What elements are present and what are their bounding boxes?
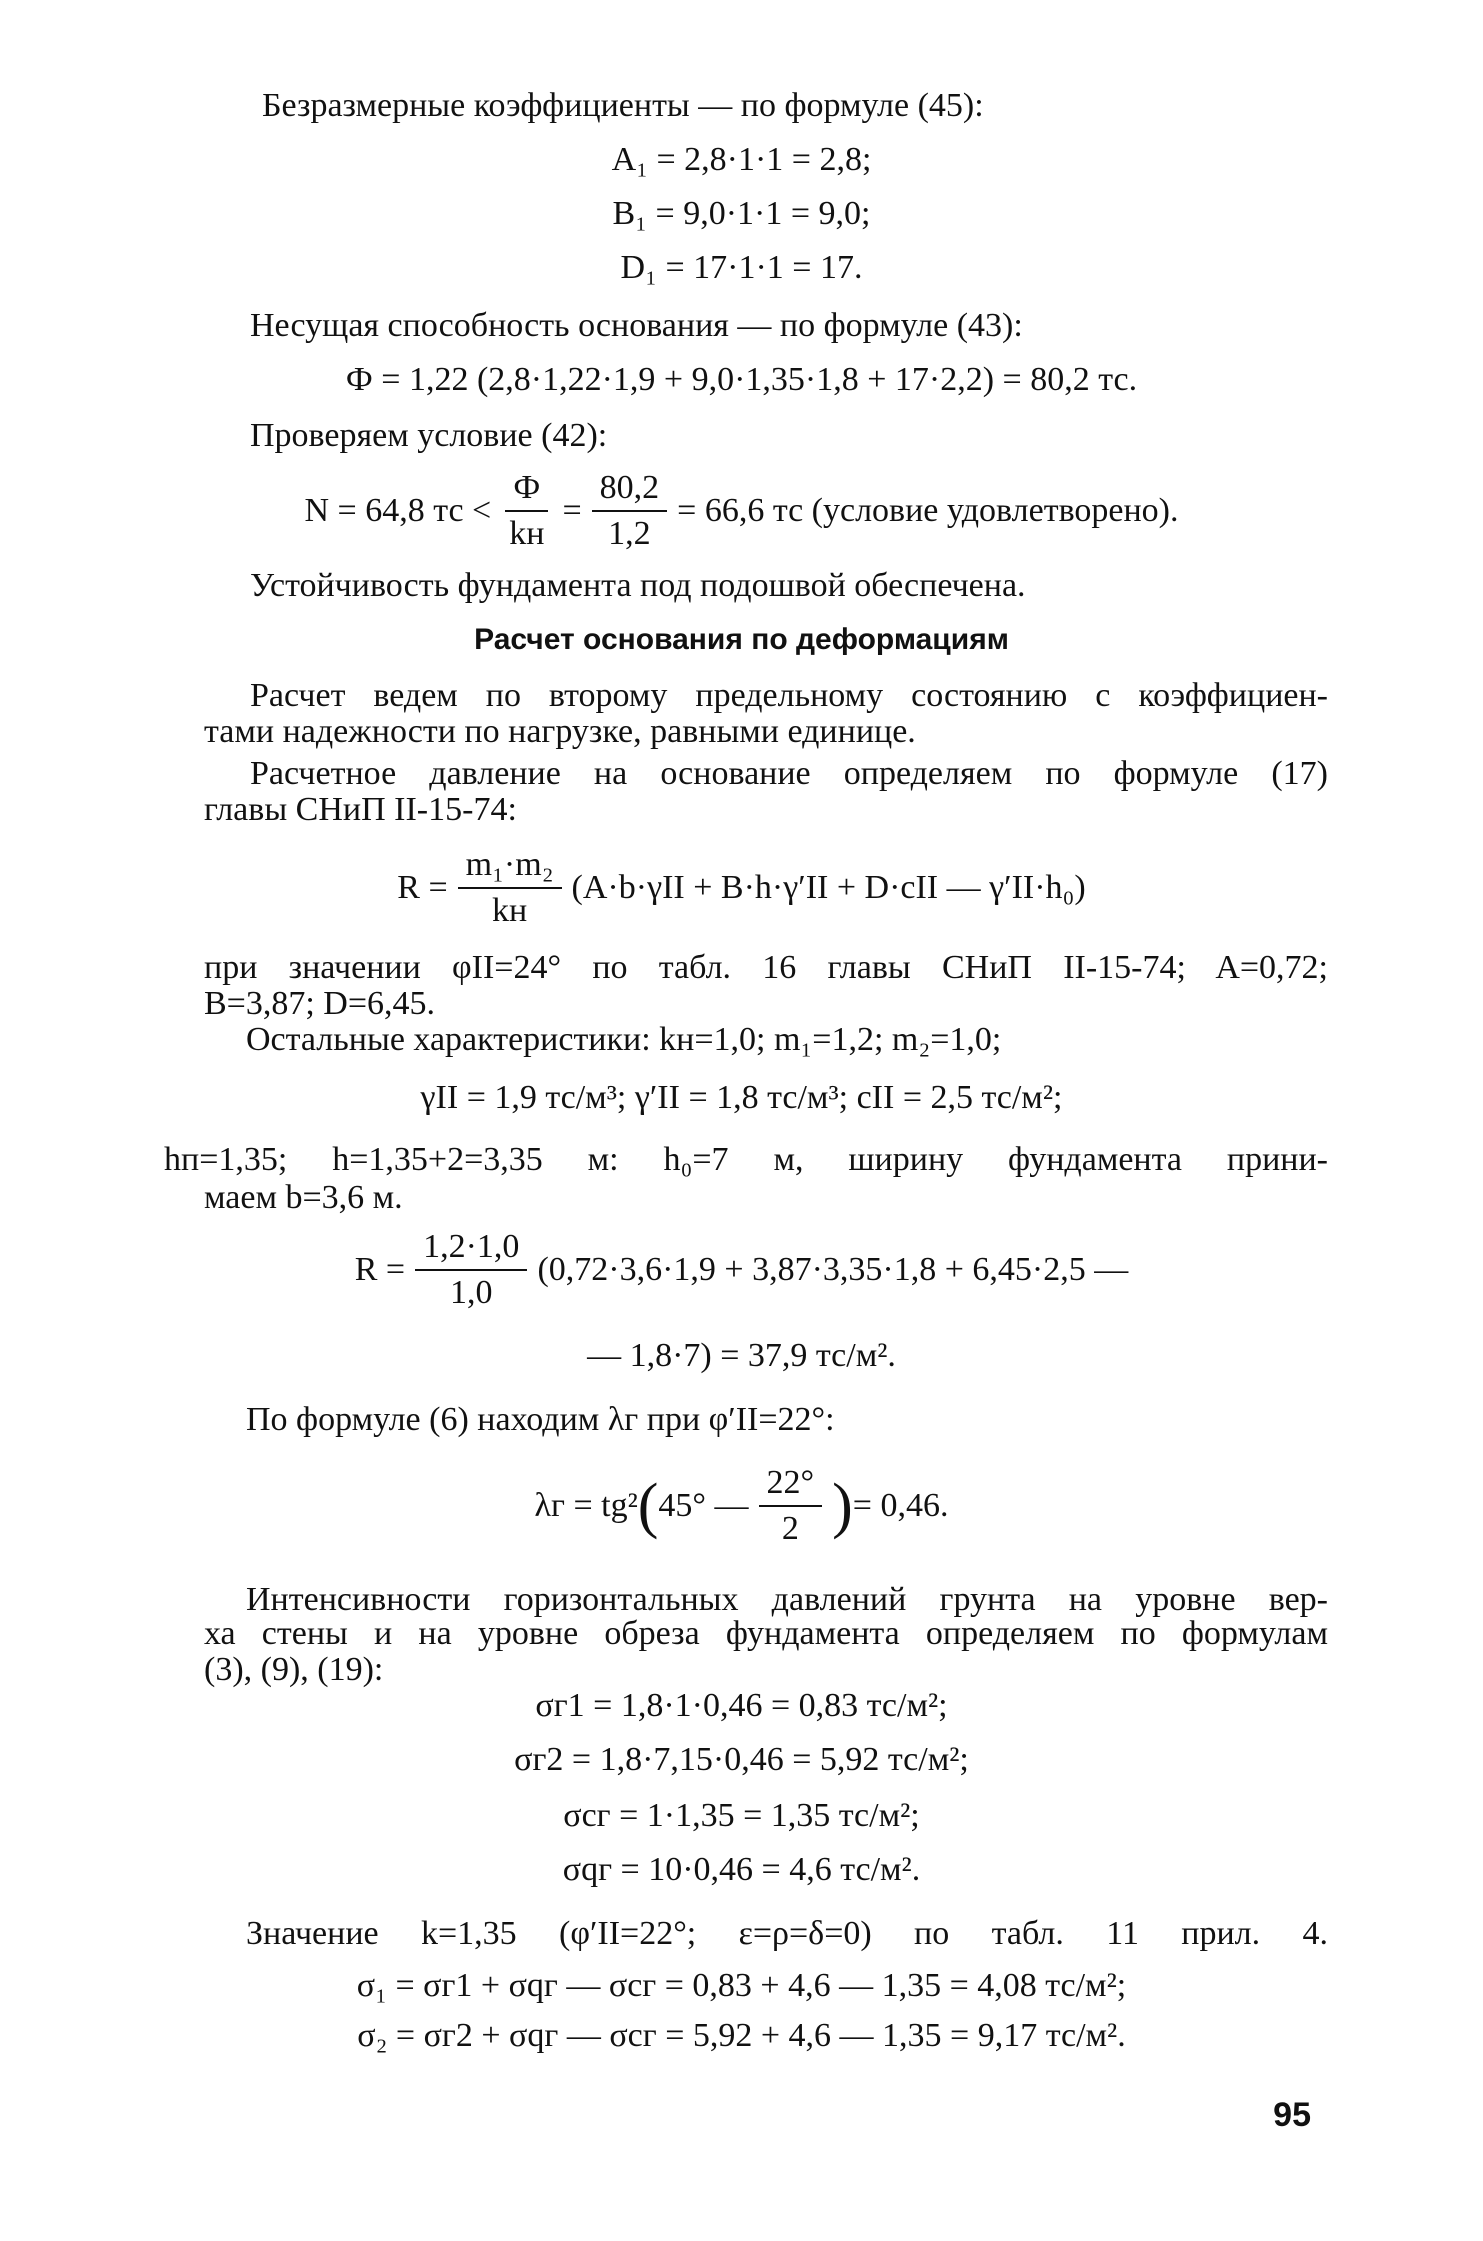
check-intro: Проверяем условие (42): — [250, 417, 608, 454]
paragraph-line: маем b=3,6 м. — [204, 1179, 403, 1216]
fraction-denominator: 1,0 — [450, 1274, 493, 1311]
stability-text: Устойчивость фундамента под подошвой обеспечена. — [250, 567, 1026, 604]
paragraph-line: hп=1,35; h=1,35+2=3,35 м: h₀=7 м, ширину фундамента прини- — [164, 1141, 1328, 1178]
fraction-denominator: 2 — [781, 1510, 799, 1547]
fraction-numerator: m₁·m₂ — [458, 845, 562, 889]
check-left: N = 64,8 тс < — [304, 492, 492, 529]
bearing-equation: Ф = 1,22 (2,8·1,22·1,9 + 9,0·1,35·1,8 + 17·2,2) = 80,2 тс. — [345, 361, 1138, 398]
paragraph-line: тами надежности по нагрузке, равными единице. — [204, 713, 916, 750]
paragraph-line: По формуле (6) находим λг при φ′II=22°: — [246, 1401, 835, 1438]
paragraph-line: Интенсивности горизонтальных давлений грунта на уровне вер- — [246, 1581, 1328, 1618]
paragraph-line: Остальные характеристики: kн=1,0; m₁=1,2; m₂=1,0; — [246, 1021, 1002, 1058]
fraction-denominator: kн — [491, 892, 528, 929]
r-formula — [0, 840, 1483, 936]
fraction-numerator: 22° — [759, 1463, 823, 1507]
formula-a1: A₁ = 2,8·1·1 = 2,8; — [611, 141, 872, 178]
paragraph-line: (3), (9), (19): — [204, 1651, 384, 1688]
sigma-g2: σг2 = 1,8·7,15·0,46 = 5,92 тс/м²; — [514, 1741, 969, 1778]
sigma-cg: σcг = 1·1,35 = 1,35 тс/м²; — [563, 1797, 920, 1834]
paragraph-line: Значение k=1,35 (φ′II=22°; ε=ρ=δ=0) по табл. 11 прил. 4. — [246, 1915, 1328, 1952]
sigma-g1: σг1 = 1,8·1·0,46 = 0,83 тс/м²; — [535, 1687, 948, 1724]
fraction-phi-kn — [501, 468, 552, 554]
fraction-numerator: Ф — [505, 468, 548, 512]
paragraph-line: главы СНиП II-15-74: — [204, 791, 517, 828]
fraction-r2 — [415, 1227, 527, 1313]
sigma-qg: σqг = 10·0,46 = 4,6 тс/м². — [562, 1851, 921, 1888]
r2-body: (0,72·3,6·1,9 + 3,87·3,35·1,8 + 6,45·2,5 — — [537, 1251, 1129, 1288]
sigma-2: σ₂ = σг2 + σqг — σcг = 5,92 + 4,6 — 1,35 = 9,17 тс/м². — [357, 2017, 1126, 2054]
r-numeric-formula — [0, 1222, 1483, 1318]
paragraph-line: Расчет ведем по второму предельному состоянию с коэффициен- — [250, 677, 1328, 714]
gamma-line: γII = 1,9 тс/м³; γ′II = 1,8 тс/м³; cII = 2,5 тс/м²; — [420, 1079, 1063, 1116]
lambda-left: λг = tg² — [534, 1487, 638, 1524]
check-equation — [0, 466, 1483, 556]
intro-text: Безразмерные коэффициенты — по формуле (45): — [262, 87, 984, 124]
section-heading: Расчет основания по деформациям — [474, 623, 1009, 656]
formula-d1: D₁ = 17·1·1 = 17. — [620, 249, 863, 286]
fraction-numerator: 1,2·1,0 — [415, 1227, 527, 1271]
fraction-m1m2-kn — [458, 845, 562, 931]
lambda-right: = 0,46. — [852, 1487, 949, 1524]
equals-sign: = — [562, 492, 582, 529]
lambda-angle: 45° — — [658, 1487, 749, 1524]
sigma-1: σ₁ = σг1 + σqг — σcг = 0,83 + 4,6 — 1,35 = 4,08 тс/м²; — [356, 1967, 1127, 2004]
paragraph-line: Расчетное давление на основание определяем по формуле (17) — [250, 755, 1328, 792]
fraction-80-2 — [592, 468, 668, 554]
r-left: R = — [397, 869, 448, 906]
left-paren: ( — [637, 1472, 659, 1540]
fraction-denominator: kн — [509, 515, 545, 552]
formula-b1: B₁ = 9,0·1·1 = 9,0; — [612, 195, 871, 232]
page-number: 95 — [1273, 2096, 1311, 2134]
check-right: = 66,6 тс (условие удовлетворено). — [677, 492, 1179, 529]
r-body: (A·b·γII + B·h·γ′II + D·cII — γ′II·h₀) — [571, 869, 1086, 906]
right-paren: ) — [832, 1472, 853, 1540]
lambda-formula — [0, 1456, 1483, 1556]
fraction-numerator: 80,2 — [592, 468, 668, 512]
paragraph-line: при значении φII=24° по табл. 16 главы СНиП II-15-74; A=0,72; — [204, 949, 1328, 986]
fraction-denominator: 1,2 — [608, 515, 651, 552]
fraction-22-2 — [759, 1463, 823, 1549]
r2-continuation: — 1,8·7) = 37,9 тс/м². — [587, 1337, 896, 1374]
paragraph-line: B=3,87; D=6,45. — [204, 985, 436, 1022]
paragraph-line: ха стены и на уровне обреза фундамента определяем по формулам — [204, 1615, 1328, 1652]
bearing-intro: Несущая способность основания — по формуле (43): — [250, 307, 1023, 344]
r2-left: R = — [354, 1251, 406, 1288]
